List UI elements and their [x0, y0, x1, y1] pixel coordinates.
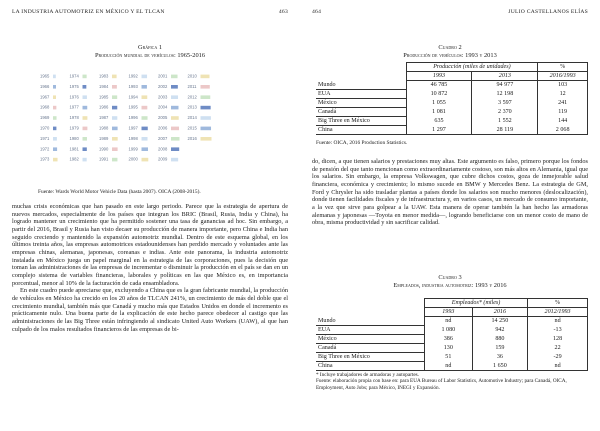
- column-header: 2012/1993: [528, 308, 588, 317]
- chart-category-label: 1983: [99, 73, 109, 79]
- chart-bar: [142, 147, 148, 151]
- chart-category-label: 1981: [69, 146, 79, 152]
- production-table: [316, 62, 588, 135]
- cell-value: -13: [528, 325, 588, 334]
- table3-footnote: * Incluye trabajadores de armadoras y autopartes.: [316, 372, 419, 378]
- cell-value: 28 119: [472, 126, 538, 135]
- chart-category-label: 2006: [158, 125, 168, 131]
- cell-value: -29: [528, 353, 588, 362]
- chart-bar: [142, 75, 148, 79]
- cell-value: 51: [424, 353, 472, 362]
- cell-value: 1 650: [472, 362, 527, 371]
- chart-category-label: 1966: [40, 83, 50, 89]
- chart-category-label: 1988: [99, 125, 109, 131]
- chart-category-label: 1989: [99, 135, 109, 141]
- chart-category-label: 1965: [40, 73, 50, 79]
- running-title: JULIO CASTELLANOS ELÍAS: [508, 9, 588, 15]
- row-name: Big Three en México: [316, 353, 424, 362]
- table-row: [316, 98, 588, 107]
- chart-category-label: 1993: [128, 83, 138, 89]
- chart-bar: [83, 106, 88, 110]
- table-row: [316, 107, 588, 116]
- chart-category-label: 2005: [158, 115, 168, 121]
- chart-category-label: 1979: [69, 125, 79, 131]
- chart-bar: [53, 85, 56, 89]
- row-name: México: [316, 334, 424, 343]
- paragraph: En este cuadro puede apreciarse que, excluyendo a China que es la gran fabricante mundial, la producción de vehículos en México ha crecido en los 20 años de TLCAN 241%, un crecimiento de más del doble que el crecimiento mundial, también más que Canadá y mucho más que Estados Unidos en donde el incremento es prácticamente nulo. Una buena parte de la explicación de este hecho parece obedecer al castigo que las administraciones de las Big Three están infringiendo al sindicato United Auto Workers (UAW), al que han culpado de los malos resultados financieros de las empresas de bi-: [12, 287, 288, 333]
- chart-bar: [53, 158, 58, 162]
- group-header: Empleados* (miles): [424, 299, 527, 308]
- chart-category-label: 1987: [99, 115, 109, 121]
- chart-category-label: 1971: [40, 135, 50, 141]
- cell-value: 103: [538, 81, 588, 90]
- row-name: China: [316, 362, 424, 371]
- chart-category-label: 1996: [128, 115, 138, 121]
- chart-category-label: 2013: [187, 104, 197, 110]
- table-header-row: [316, 299, 588, 308]
- table3-body: [316, 317, 588, 371]
- chart-bar: [83, 147, 87, 151]
- table-row: [316, 81, 588, 90]
- chart-bar: [142, 95, 148, 99]
- table-row: [316, 353, 588, 362]
- cell-value: nd: [528, 317, 588, 326]
- chart-bar: [201, 75, 210, 79]
- row-name: México: [316, 98, 406, 107]
- chart-category-label: 2008: [158, 146, 168, 152]
- page-number: 463: [278, 9, 288, 15]
- group-header: Producción (miles de unidades): [406, 63, 538, 72]
- cell-value: 1 080: [424, 325, 472, 334]
- cell-value: 36: [472, 353, 527, 362]
- column-header: 2013: [472, 72, 538, 81]
- chart-category-label: 1998: [128, 135, 138, 141]
- chart-category-label: 1991: [99, 156, 109, 162]
- table3-label: Cuadro 3: [438, 274, 462, 281]
- chart-bar: [83, 158, 87, 162]
- chart-category-label: 2016: [187, 135, 197, 141]
- running-head: [312, 9, 588, 15]
- cell-value: 144: [538, 117, 588, 126]
- row-name: Big Three en México: [316, 117, 406, 126]
- chart-bar: [142, 116, 148, 120]
- chart-bar: [53, 127, 56, 131]
- column-header: 2016/1993: [538, 72, 588, 81]
- column-header: 2016: [472, 308, 527, 317]
- cell-value: 128: [528, 334, 588, 343]
- chart-category-label: 1997: [128, 125, 138, 131]
- chart-category-label: 1980: [69, 135, 79, 141]
- table-header-row: [316, 63, 588, 72]
- chart-bar: [53, 95, 56, 99]
- table-row: [316, 325, 588, 334]
- cell-value: 119: [538, 107, 588, 116]
- table-row: [316, 334, 588, 343]
- chart-category-label: 1967: [40, 94, 50, 100]
- pct-header: %: [538, 63, 588, 72]
- cell-value: 1 055: [406, 98, 472, 107]
- chart-bar: [112, 75, 117, 79]
- cell-value: 241: [538, 98, 588, 107]
- table2-label: Cuadro 2: [438, 44, 462, 51]
- left-body-text: [12, 203, 288, 333]
- chart-bar: [83, 127, 88, 131]
- chart-bar: [201, 137, 212, 141]
- chart-bar: [142, 106, 148, 110]
- employment-table: [316, 298, 588, 371]
- chart-bar: [83, 116, 88, 120]
- chart-category-label: 1972: [40, 146, 50, 152]
- chart-category-label: 1994: [128, 94, 138, 100]
- cell-value: nd: [424, 317, 472, 326]
- cell-value: 942: [472, 325, 527, 334]
- table3-caption: [312, 274, 588, 290]
- pct-header: %: [528, 299, 588, 308]
- table-row: [316, 343, 588, 352]
- chart-category-label: 1982: [69, 156, 79, 162]
- chart-category-label: 2002: [158, 83, 168, 89]
- chart-category-label: 1977: [69, 104, 79, 110]
- chart-category-label: 1975: [69, 83, 79, 89]
- table2-source: Fuente: OICA, 2016 Production Statistics.: [316, 140, 408, 146]
- cell-value: 94 977: [472, 81, 538, 90]
- cell-value: 3 597: [472, 98, 538, 107]
- row-name: Mundo: [316, 317, 424, 326]
- cell-value: 12: [538, 89, 588, 98]
- chart-category-label: 2000: [128, 156, 138, 162]
- cell-value: 22: [528, 343, 588, 352]
- table2-title: Producción de vehículos: 1993 y 2013: [403, 52, 497, 59]
- chart-bar: [53, 116, 57, 120]
- chart-bar: [201, 127, 212, 131]
- cell-value: 1 297: [406, 126, 472, 135]
- chart-category-label: 1973: [40, 156, 50, 162]
- chart-category-label: 1999: [128, 146, 138, 152]
- chart-bar: [171, 137, 180, 141]
- figure-source: Fuente: Wards World Motor Vehicle Data (hasta 2007). OICA (2008-2015).: [38, 189, 201, 195]
- chart-bar: [112, 85, 117, 89]
- chart-category-label: 1995: [128, 104, 138, 110]
- production-chart: [34, 64, 280, 182]
- chart-bar: [171, 127, 179, 131]
- row-name: Canadá: [316, 343, 424, 352]
- table2-caption: [312, 44, 588, 60]
- running-head: [12, 9, 288, 15]
- figure-caption: [12, 44, 288, 60]
- figure-title: Producción mundial de vehículos: 1965-2016: [94, 52, 206, 59]
- row-name: EUA: [316, 89, 406, 98]
- chart-category-label: 2011: [187, 83, 197, 89]
- chart-category-label: 1968: [40, 104, 50, 110]
- cell-value: 1 081: [406, 107, 472, 116]
- cell-value: 130: [424, 343, 472, 352]
- chart-bar: [142, 85, 147, 89]
- chart-bar: [83, 85, 87, 89]
- cell-value: 2 068: [538, 126, 588, 135]
- right-page: [312, 0, 592, 431]
- chart-bar: [53, 106, 56, 110]
- table3-source: Fuente: elaboración propia con base en: para EUA Bureau of Labor Statistics, Automotive Industry; para Canadá, OICA, Employment, Auto Jobs; para México, INEGI y Expansión.: [316, 378, 567, 391]
- chart-bar: [112, 137, 118, 141]
- chart-category-label: 2003: [158, 94, 168, 100]
- table-row: [316, 89, 588, 98]
- chart-bar: [83, 95, 87, 99]
- chart-bar: [83, 137, 87, 141]
- chart-category-label: 1976: [69, 94, 79, 100]
- row-name: Mundo: [316, 81, 406, 90]
- chart-bar: [53, 147, 57, 151]
- chart-bar: [112, 116, 117, 120]
- paragraph: muchas crisis económicas que han pasado en este largo periodo. Parece que la estrategia de apertura de nuevos mercados, especialmente de los países que integran los BRIC (Brasil, Rusia, India y China), ha logrado mantener un crecimiento que ha permitido sostener una tasa de ganancias ad hoc. Sin embargo, a partir del 2016, Brasil y Rusia han visto decaer su producción de manera importante, pero China e India han seguido creciendo y mantenido la expansión automotriz mundial. Dentro de este esquema global, en los últimos treinta años, las empresas automotrices estadounidenses han perdido mercado y voluntades ante las empresas chinas, alemanas, japonesas, coreanas e indias. Ante este panorama, la industria automotriz instalada en México juega un papel marginal en la estrategia de las corporaciones, pues la decisión que toman las administraciones de las empresas de incrementar o disminuir la producción en el país se dan en un complejo sistema de variables financieras, laborales y políticas en las que México es, en importancia porcentual, menor al 10% de la facturación de cada ensambladora.: [12, 203, 288, 287]
- cell-value: nd: [528, 362, 588, 371]
- row-name: Canadá: [316, 107, 406, 116]
- right-body-text: [312, 158, 588, 227]
- chart-category-label: 2012: [187, 94, 197, 100]
- chart-bar: [112, 127, 118, 131]
- chart-bar: [201, 116, 211, 120]
- chart-bar: [53, 137, 57, 141]
- chart-bar: [171, 75, 178, 79]
- chart-bar: [142, 158, 149, 162]
- chart-category-label: 1970: [40, 125, 50, 131]
- chart-bar: [112, 147, 118, 151]
- cell-value: 880: [472, 334, 527, 343]
- column-header: 1993: [406, 72, 472, 81]
- chart-category-label: 2001: [158, 73, 168, 79]
- cell-value: 2 370: [472, 107, 538, 116]
- cell-value: 14 250: [472, 317, 527, 326]
- chart-category-label: 1990: [99, 146, 109, 152]
- chart-bar: [112, 158, 117, 162]
- chart-category-label: 1985: [99, 94, 109, 100]
- left-page: [12, 0, 292, 431]
- chart-bar: [53, 75, 56, 79]
- chart-category-label: 1992: [128, 73, 138, 79]
- table3-notes: [316, 372, 588, 391]
- chart-bar: [201, 85, 210, 89]
- cell-value: 10 872: [406, 89, 472, 98]
- table-row: [316, 317, 588, 326]
- table-row: [316, 126, 588, 135]
- chart-category-label: 1986: [99, 104, 109, 110]
- cell-value: 12 198: [472, 89, 538, 98]
- chart-bar: [171, 147, 179, 151]
- chart-category-label: 2010: [187, 73, 197, 79]
- table-header-row: [316, 72, 588, 81]
- chart-bar: [112, 106, 117, 110]
- table-row: [316, 117, 588, 126]
- chart-category-label: 1969: [40, 115, 50, 121]
- figure-label: Gráfica 1: [137, 44, 163, 51]
- cell-value: 635: [406, 117, 472, 126]
- paragraph: do, dicen, a que tienen salarios y prestaciones muy altas. Este argumento es falso, primero porque los fondos de pensión del que tanto mencionan como extraordinariamente costoso, son más altos en Alemania, igual que los salarios. Sin embargo, la empresa Volkswagen, que cubre dichos costos, goza de inmejorable salud financiera, económica y crecimiento; lo mismo sucede en BMW y Mercedes Benz. La estrategia de GM, Ford y Chrysler ha sido trasladar plantas a países donde los salarios son mucho menores (deslocalización), donde tienen facilidades fiscales y de infraestructura y, en varios casos, un mercado de consumo importante, a la vez que sirve para golpear a la UAW. Esta manera de operar también la han hecho las armadoras alemanas y japonesas —Toyota en menor medida—, logrando beneficiarse con un menor costo de mano de obra, misma productividad y sin sacrificar calidad.: [312, 158, 588, 227]
- chart-category-label: 2009: [158, 156, 168, 162]
- cell-value: 159: [472, 343, 527, 352]
- chart-category-label: 1984: [99, 83, 109, 89]
- running-title: LA INDUSTRIA AUTOMOTRIZ EN MÉXICO Y EL TLCAN: [12, 9, 165, 15]
- chart-category-label: 2007: [158, 135, 168, 141]
- chart-category-label: 2014: [187, 115, 197, 121]
- row-name: EUA: [316, 325, 424, 334]
- chart-bar: [83, 75, 87, 79]
- table-header-row: [316, 308, 588, 317]
- chart-bar: [142, 127, 148, 131]
- chart-bar: [201, 95, 211, 99]
- chart-category-label: 1978: [69, 115, 79, 121]
- chart-category-label: 2015: [187, 125, 197, 131]
- table-row: [316, 362, 588, 371]
- chart-bar: [171, 106, 178, 110]
- chart-bar: [142, 137, 148, 141]
- row-name: China: [316, 126, 406, 135]
- chart-bar: [112, 95, 117, 99]
- cell-value: 386: [424, 334, 472, 343]
- cell-value: nd: [424, 362, 472, 371]
- chart-bar: [171, 85, 178, 89]
- chart-bar: [171, 158, 178, 162]
- cell-value: 1 552: [472, 117, 538, 126]
- chart-bar: [201, 106, 211, 110]
- cell-value: 46 785: [406, 81, 472, 90]
- table3-title: Empleados, industria automotriz: 1993 y 2016: [393, 282, 507, 289]
- column-header: 1993: [424, 308, 472, 317]
- chart-bar: [171, 95, 178, 99]
- page-number: 464: [312, 9, 322, 15]
- chart-category-label: 1974: [69, 73, 79, 79]
- table2-body: [316, 81, 588, 135]
- chart-category-label: 2004: [158, 104, 168, 110]
- chart-bar: [171, 116, 179, 120]
